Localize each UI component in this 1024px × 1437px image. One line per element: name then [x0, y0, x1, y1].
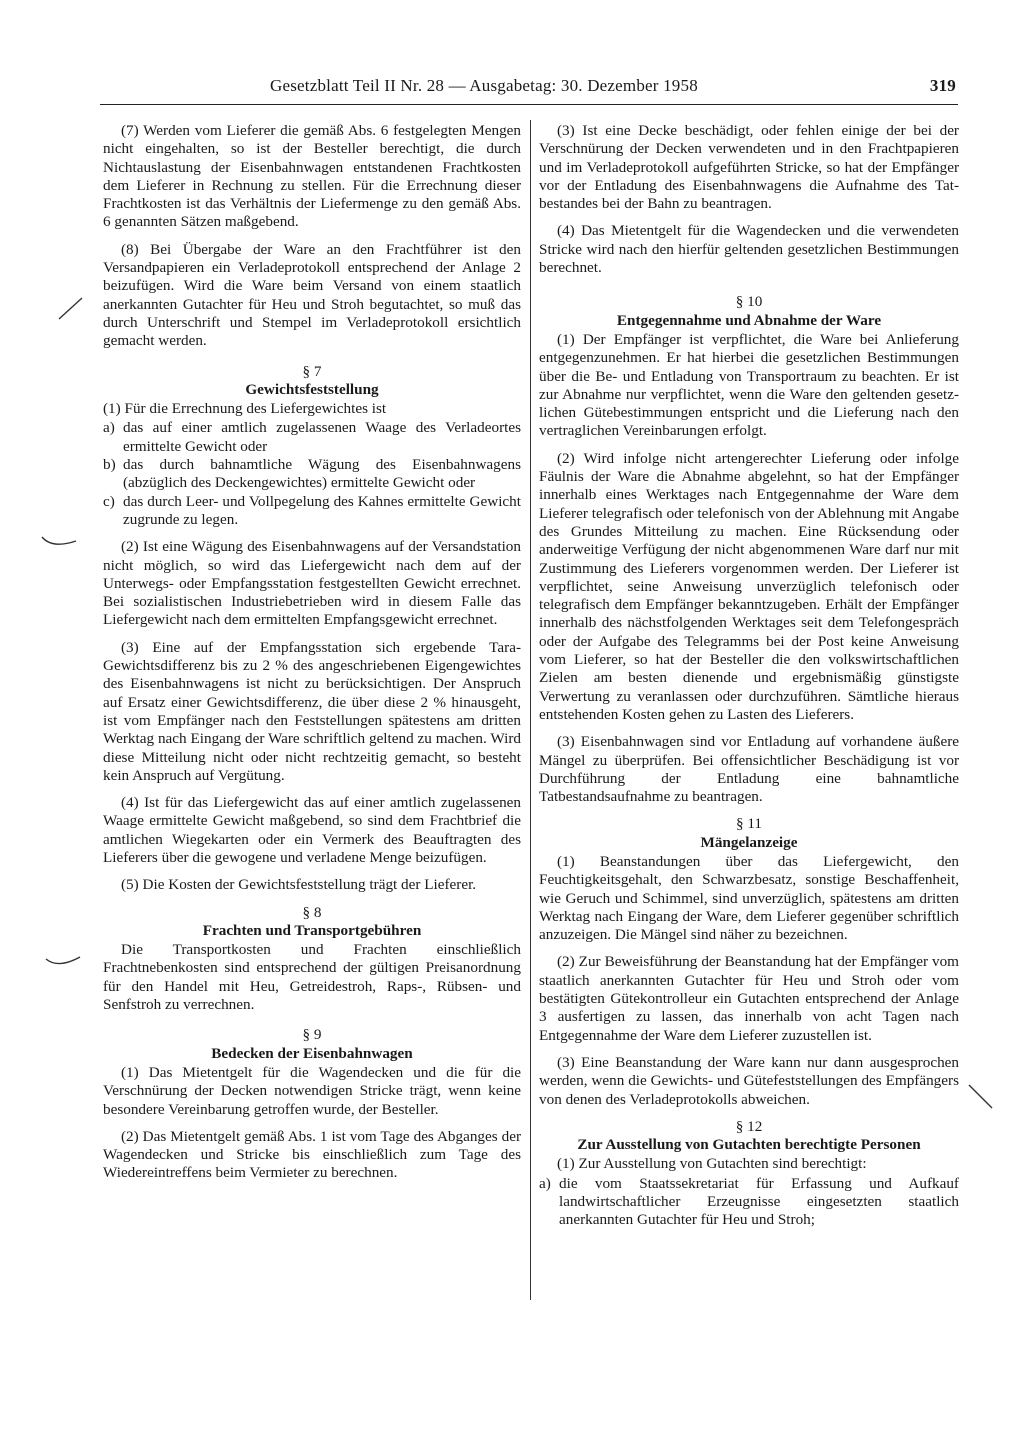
left-column	[103, 122, 521, 1192]
section-number: § 12	[735, 1117, 763, 1135]
list-item	[103, 456, 521, 493]
paragraph: (3) Eine Beanstandung der Ware kann nur dann ausgesprochen werden, wenn die Gewichts- und Gütefeststellungen des Empfängers von denen des Verladeprotokolls abweichen.	[539, 1053, 959, 1108]
paragraph: (2) Ist eine Wägung des Eisenbahnwagens auf der Versandstation nicht möglich, so wird das Liefergewicht nach dem auf der Unterwegs- oder Empfangsstation festgestellten Gewicht errechnet. Bei sozialistischen Industriebetrieben wird in diesem Falle das Liefergewicht nach dem ermittelten Empfangsgewicht errechnet.	[103, 538, 521, 629]
section-number: § 7	[302, 362, 322, 380]
section-number: § 9	[302, 1026, 322, 1044]
paragraph: (1) Für die Errechnung des Liefergewichtes ist	[103, 400, 387, 418]
paragraph: Die Transportkosten und Frachten einschließlich Frachtnebenkosten sind entsprechend der gültigen Preisanordnung für den Handel mit Heu, Getreidestroh, Raps-, Rübsen- und Senfstroh zu verrechnen.	[103, 941, 521, 1014]
section-title: Zur Ausstellung von Gutachten berechtigte Personen	[577, 1136, 921, 1154]
margin-mark-slash-right	[966, 1082, 996, 1112]
section-number: § 10	[735, 293, 763, 311]
section-title: Gewichtsfeststellung	[245, 380, 379, 398]
paragraph: (2) Das Mietentgelt gemäß Abs. 1 ist vom Tage des Abganges der Wagendecken und Stricke bis einschließlich zum Tage des Wiedereintreffens beim Vermieter zu berechnen.	[103, 1127, 521, 1182]
column-divider	[530, 120, 531, 1300]
header-title: Gesetzblatt Teil II Nr. 28 — Ausgabetag: 30. Dezember 1958	[270, 76, 698, 95]
list-item	[103, 493, 521, 530]
section-title: Frachten und Transportgebühren	[202, 921, 422, 939]
paragraph: (4) Ist für das Liefergewicht das auf einer amtlich zugelassenen Waage ermittelte Gewicht maßgebend, so sind dem Frachtbrief die amtlichen Wiegekarten oder ein Vermerk des Beauftragten des Lieferers über die gewogene und verladene Menge beizufügen.	[103, 794, 521, 866]
list-text: das durch Leer- und Vollpegelung des Kahnes ermittelte Gewicht zugrunde zu legen.	[123, 492, 521, 528]
section-number: § 8	[302, 903, 322, 921]
paragraph: (7) Werden vom Lieferer die gemäß Abs. 6 festgelegten Mengen nicht eingehalten, so ist der Besteller berechtigt, die durch Nichtauslastung der Eisenbahnwagen entstandenen Frachtkosten dem Lieferer in Rechnung zu stellen. Für die Errechnung dieser Frachtkosten ist das Verhältnis der Liefermenge zu den gemäß Abs. 6 genannten Sätzen maßgebend.	[103, 122, 521, 231]
section-title: Entgegennahme und Abnahme der Ware	[616, 311, 882, 329]
list-label: a)	[539, 1174, 551, 1192]
paragraph: (2) Zur Beweisführung der Beanstandung hat der Empfänger vom staatlich anerkannten Gutachter für Heu und Stroh oder vom bestätigten Gütekontrolleur ein Gutachten entsprechend der Anlage 3 ausfertigen zu lassen, das innerhalb von acht Tagen nach Entgegennahme der Ware dem Lieferer zuzustellen ist.	[539, 953, 959, 1044]
paragraph: (1) Das Mietentgelt für die Wagendecken und die für die Verschnürung der Decken notwendigen Stricke trägt, wenn keine besondere Vereinbarung getroffen wurde, der Besteller.	[103, 1063, 521, 1118]
section-number: § 11	[735, 815, 762, 833]
page-number: 319	[929, 76, 956, 95]
paragraph: (4) Das Mietentgelt für die Wagendecken und die verwendeten Stricke wird nach den hierfür geltenden gesetzlichen Bestimmungen berechnet.	[539, 222, 959, 277]
paragraph: (1) Beanstandungen über das Liefergewicht, den Feuchtigkeitsgehalt, den Schwarzbesatz, sonstige Beschaffenheit, wie Geruch und Schimmel, sind unverzüglich, spätestens am dritten Werktag nach Eingang der Ware, dem Lieferer gegenüber schriftlich anzuzeigen. Die Mängel sind näher zu bezeichnen.	[539, 852, 959, 944]
paragraph: (5) Die Kosten der Gewichtsfeststellung trägt der Lieferer.	[121, 876, 477, 894]
list-label: c)	[103, 492, 115, 510]
list-label: b)	[103, 456, 116, 474]
paragraph: (3) Eine auf der Empfangsstation sich ergebende Tara-Gewichtsdifferenz bis zu 2 % des angeschriebenen Eigengewichtes des Eisenbahnwagens ist nicht zu berücksichtigen. Der Anspruch auf Ersatz einer Gewichtsdifferenz, die über diese 2 % hinausgeht, ist vom Empfänger nach den Feststellungen spätestens am dritten Werktag nach Eingang der Ware schriftlich geltend zu machen. Wird diese Mitteilung nicht oder nicht rechtzeitig gemacht, so besteht kein Anspruch auf Vergütung.	[103, 638, 521, 784]
right-column	[539, 122, 959, 1230]
paragraph: (1) Der Empfänger ist verpflichtet, die Ware bei Anlieferung entgegenzunehmen. Er hat hierbei die gesetzlichen Bestimmungen über die Be- und Entladung von Transportraum zu beachten. Er ist zur Abnahme nur verpflichtet, wenn die Ware den geltenden gesetzlichen Gütebestimmungen entspricht und die Lieferung nach den vertraglichen Vereinbarungen erfolgt.	[539, 330, 959, 440]
list-item	[103, 419, 521, 456]
header-rule	[100, 104, 958, 105]
margin-mark-check-1	[40, 533, 80, 553]
margin-mark-check-2	[44, 951, 84, 971]
list-item	[539, 1175, 959, 1230]
list-text: das durch bahnamtliche Wägung des Eisenbahnwagens (abzüglich des Deckengewichtes) ermittelte Gewicht oder	[123, 456, 521, 492]
paragraph: (1) Zur Ausstellung von Gutachten sind berechtigt:	[557, 1155, 867, 1173]
paragraph: (3) Eisenbahnwagen sind vor Entladung auf vorhandene äußere Mängel zu überprüfen. Bei offensichtlicher Beschädigung ist vor Durchführung der Entladung eine bahnamtliche Tatbestandsaufnahme zu beantragen.	[539, 733, 959, 806]
list-text: das auf einer amtlich zugelassenen Waage des Verladeortes ermittelte Gewicht oder	[123, 419, 521, 455]
margin-mark-slash	[56, 296, 86, 322]
paragraph: (8) Bei Übergabe der Ware an den Frachtführer ist den Versandpapieren ein Verladeprotokoll entsprechend der Anlage 2 beizufügen. Wird die Ware beim Versand von einem staatlich anerkannten Gutachter für Heu und Stroh begutachtet, so muß das durch Unterschrift und Stempel im Verladeprotokoll ersichtlich gemacht werden.	[103, 240, 521, 350]
paragraph: (3) Ist eine Decke beschädigt, oder fehlen einige der bei der Verschnürung der Decken verwendeten und in den Frachtpapieren und im Verladeprotokoll aufgeführten Stricke, so hat der Empfänger vor der Entladung des Eisenbahnwagens die Aufnahme des Tatbestandes bei der Bahn zu beantragen.	[539, 122, 959, 213]
paragraph: (2) Wird infolge nicht artengerechter Lieferung oder infolge Fäulnis der Ware die Abnahme abgelehnt, so hat der Empfänger innerhalb eines Werktages nach Entgegennahme der Ware dem Lieferer telegrafisch oder telefonisch von der Ablehnung mit Angabe des Grundes Mitteilung zu machen. Eine Rücksendung oder anderweitige Verfügung der nicht abgenommenen Ware darf nur mit Zustimmung des Lieferers vorgenommen werden. Der Lieferer ist verpflichtet, seine Anweisung unverzüglich telefonisch oder telegrafisch dem Empfänger bekanntzugeben. Erhält der Empfänger innerhalb des nächstfolgenden Werktages seit dem Telefongespräch oder der Aufgabe des Telegramms bei der Post keine Anweisung vom Lieferer, so hat der Besteller die den volkswirtschaftlichen Zielen am besten dienende und ergebnismäßig günstigste Verwertung zu veranlassen oder durchzuführen. Sämtliche hieraus entstehenden Kosten gehen zu Lasten des Lieferers.	[539, 449, 959, 723]
page-header	[100, 76, 956, 102]
list-text: die vom Staatssekretariat für Erfassung und Aufkauf landwirtschaftlicher Erzeugnisse eingesetzten staatlich anerkannten Gutachter für Heu und Stroh;	[559, 1174, 959, 1229]
section-title: Bedecken der Eisenbahnwagen	[211, 1044, 413, 1062]
list-label: a)	[103, 419, 115, 437]
section-title: Mängelanzeige	[700, 833, 798, 851]
